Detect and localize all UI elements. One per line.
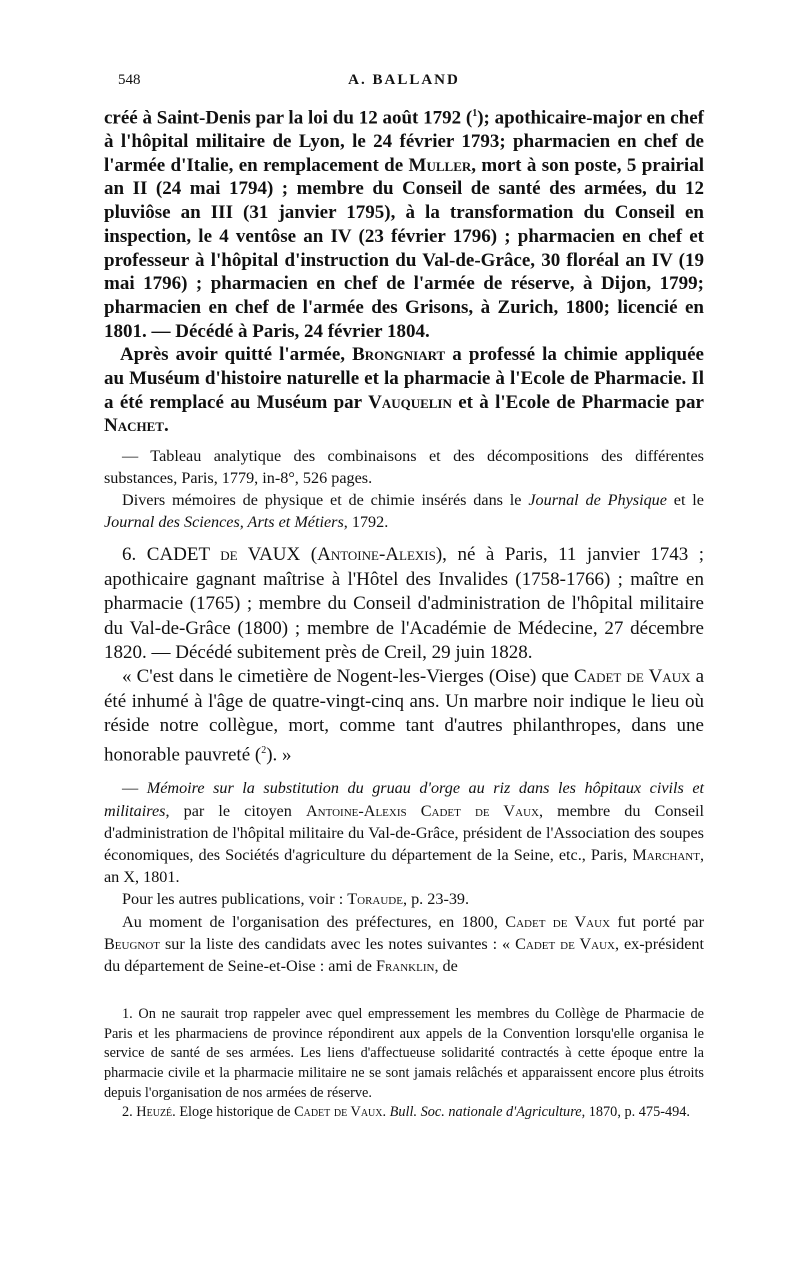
text-run: . Eloge historique de — [172, 1104, 295, 1121]
text-run: , mort à son poste, 5 prairial an II (24 mai 1794) ; membre du Conseil de santé des armées, du 12 pluviôse an III (31 janvier 1795), à la transformation du Conseil en inspection, le 4 ventôse an IV (23 février 1796) ; pharmacien en chef et professeur à l'hôpital d'instruction du Val-de-Grâce, 30 floréal an IV (19 mai 1796) ; pharmacien en chef de l'armée de réserve, à Dijon, 1799; pharmacien en chef de l'armée des Grisons, à Zurich, 1800; licencié en 1801. — Décédé à Paris, 24 février 1804. — [104, 154, 704, 342]
given-names: Antoine-Alexis — [317, 544, 436, 566]
footnote-2 — [104, 1103, 704, 1123]
prefecture-paragraph — [104, 911, 704, 978]
text-run: Divers mémoires de physique et de chimie insérés dans le — [122, 490, 529, 509]
bibliography-entry: — Tableau analytique des combinaisons et des décompositions des différentes substances, Paris, 1779, in-8°, 526 pages. — [104, 447, 704, 487]
person-name: Nachet — [104, 415, 164, 437]
text-run: — — [122, 779, 147, 798]
person-name: Cadet de Vaux — [515, 934, 615, 953]
journal-title: Bull. Soc. nationale d'Agriculture — [389, 1104, 582, 1121]
person-name: Toraude — [347, 890, 403, 909]
footnote-1: 1. On ne saurait trop rappeler avec quel empressement les membres du Collège de Pharmacie de Paris et les pharmaciens de province répondirent aux appels de la Convention lorsqu'elle organisa le service de santé de ses armées. Les liens d'affectueuse solidarité contractés à cette époque entre la pharmacie civile et la pharmacie militaire ne se sont jamais relâchés et apparaissent encore plus étroits depuis l'organisation de nos armées de réserve. — [104, 1006, 704, 1101]
person-name: Muller — [408, 154, 472, 176]
text-run: créé à Saint-Denis par la loi du 12 août 1792 ( — [104, 107, 473, 129]
person-name: Vauquelin — [368, 391, 452, 413]
person-name: Brongniart — [352, 344, 446, 366]
footnote-ref: 2 — [261, 744, 267, 756]
text-run: . — [163, 415, 169, 437]
entry-heading: 6. CADET — [122, 544, 221, 566]
text-run: , membre du Conseil d'administration de l'hôpital militaire du Val-de-Grâce, président de l'Association des soupes économiques, des Sociétés d'agriculture du département de la Seine, etc., Paris, — [104, 801, 705, 864]
bibliography-entry — [104, 777, 704, 888]
bibliography-entry — [104, 490, 704, 534]
text-run: et le — [666, 490, 704, 509]
running-header — [104, 72, 704, 94]
text-run: fut porté par — [610, 912, 704, 931]
person-name: Beugnot — [104, 934, 161, 953]
text-run: 2. — [122, 1104, 137, 1121]
text-run: , 1792. — [343, 512, 389, 531]
text-run: ). » — [266, 743, 292, 765]
text-run: , 1870, p. 475-494. — [581, 1104, 690, 1121]
text-run: ), né à Paris, 11 janvier 1743 ; apothicaire gagnant maîtrise à l'Hôtel des Invalides (1758-1766) ; maître en pharmacie (1765) ; membre du Conseil d'administration de l'hôpital militaire du Val-de-Grâce (1800) ; membre de l'Académie de Médecine, 27 décembre 1820. — Décédé subitement près de Creil, 29 juin 1828. — [104, 544, 705, 663]
particle: de — [220, 544, 238, 566]
person-name: Cadet de Vaux — [294, 1104, 383, 1121]
person-name: Franklin — [375, 956, 435, 975]
journal-title: Journal des Sciences, Arts et Métiers — [104, 512, 344, 531]
biography-paragraph-2 — [104, 343, 704, 438]
text-run: , p. 23-39. — [402, 890, 470, 909]
text-run: et à l'Ecole de Pharmacie par — [451, 391, 704, 413]
text-run: . — [382, 1104, 390, 1121]
person-name: Cadet de Vaux — [505, 912, 611, 931]
person-name: Heuzé — [136, 1104, 173, 1121]
person-name: Antoine-Alexis Cadet de Vaux — [305, 801, 539, 820]
text-run: , an X, 1801. — [104, 845, 704, 887]
text-run: ); apothicaire-major en chef à l'hôpital militaire de Lyon, le 24 février 1793; pharmacien en chef de l'armée d'Italie, en remplacement de — [104, 107, 704, 176]
text-run: a été inhumé à l'âge de quatre-vingt-cinq ans. Un marbre noir indique le lieu où réside notre collègue, mort, comme tant d'autres philanthropes, dans une honorable pauvreté ( — [104, 666, 705, 765]
person-name: Cadet de Vaux — [574, 666, 691, 688]
text-run: , de — [434, 956, 458, 975]
entry-heading: VAUX ( — [237, 544, 318, 566]
text-run: « C'est dans le cimetière de Nogent-les-Vierges (Oise) que — [122, 666, 575, 688]
page-number: 548 — [118, 72, 141, 88]
other-publications — [104, 888, 704, 910]
footnote-ref: 1 — [472, 108, 478, 119]
text-run: sur la liste des candidats avec les notes suivantes : « — [160, 934, 516, 953]
text-run: , par le citoyen — [165, 801, 306, 820]
text-run: Après avoir quitté l'armée, — [120, 344, 353, 366]
page-body — [104, 102, 704, 1123]
journal-title: Journal de Physique — [528, 490, 667, 509]
text-run: Pour les autres publications, voir : — [122, 890, 348, 909]
entry-cadet-de-vaux — [104, 543, 704, 665]
text-run: , ex-président du département de Seine-et-Oise : ami de — [104, 934, 704, 975]
quotation — [104, 665, 704, 767]
text-run: a professé la chimie appliquée au Muséum d'histoire naturelle et la pharmacie à l'Ecole de Pharmacie. Il a été remplacé au Muséum par — [104, 344, 704, 413]
work-title: Mémoire sur la substitution du gruau d'orge au riz dans les hôpitaux civils et militaires — [104, 779, 705, 820]
running-head-title: A. BALLAND — [348, 72, 460, 88]
text-run: Au moment de l'organisation des préfectures, en 1800, — [122, 912, 506, 931]
biography-paragraph-1 — [104, 102, 704, 343]
publisher-name: Marchant — [632, 845, 700, 864]
